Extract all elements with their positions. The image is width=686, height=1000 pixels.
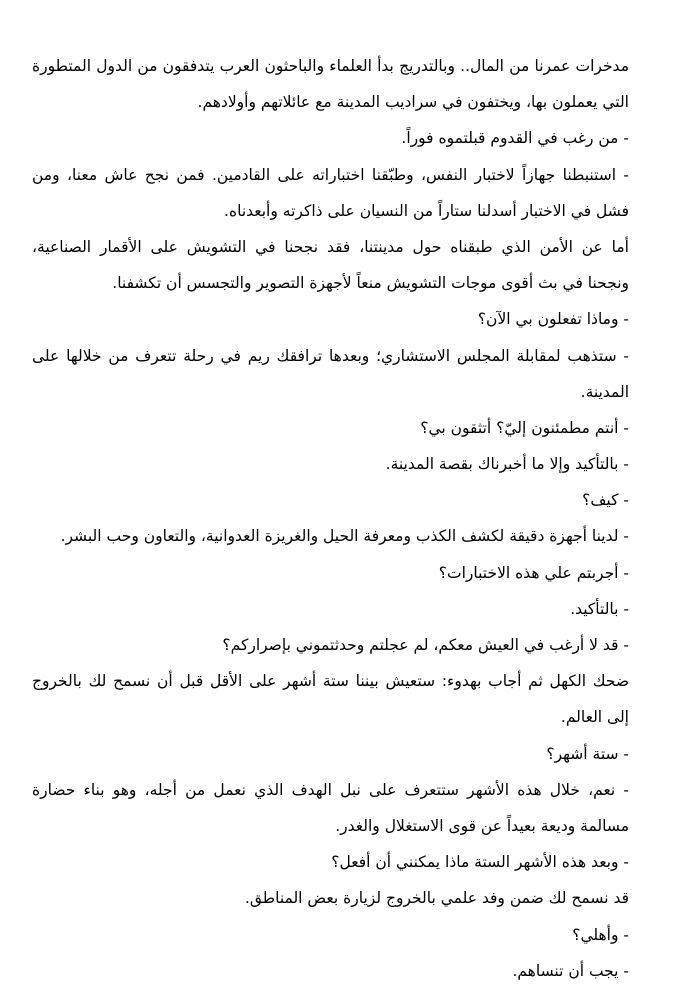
text-line: - لدينا أجهزة دقيقة لكشف الكذب ومعرفة الحيل والغريزة العدوانية، والتعاون وحب البشر. — [60, 527, 629, 546]
text-line: إلى العالم. — [560, 708, 629, 727]
text-line: مدخرات عمرنا من المال.. وبالتدريج بدأ العلماء والباحثون العرب يتدفقون من الدول المتطورة — [32, 57, 629, 75]
text-line: أما عن الأمن الذي طبقناه حول مدينتنا، فقد نجحنا في التشويش على الأقمار الصناعية، — [32, 237, 629, 256]
text-line: - وبعد هذه الأشهر الستة ماذا يمكنني أن أفعل؟ — [331, 853, 629, 872]
text-line: قد نسمح لك ضمن وفد علمي بالخروج لزيارة بعض المناطق. — [244, 889, 629, 908]
text-line: - قد لا أرغب في العيش معكم، لم عجلتم وحدثتموني بإصراركم؟ — [222, 636, 629, 654]
text-line: مسالمة وديعة بعيداً عن قوى الاستغلال والغدر. — [335, 816, 629, 835]
text-line: المدينة. — [580, 382, 629, 401]
text-line: - ستة أشهر؟ — [546, 744, 629, 763]
text-line: - بالتأكيد. — [570, 599, 629, 618]
text-line: - يجب أن تنساهم. — [512, 961, 629, 980]
text-line: - بالتأكيد وإلا ما أخبرناك بقصة المدينة. — [385, 455, 629, 474]
text-line: ضحك الكهل ثم أجاب بهدوء: ستعيش بيننا ستة أشهر على الأقل قبل أن نسمح لك بالخروج — [32, 672, 629, 691]
text-line: - وماذا تفعلون بي الآن؟ — [477, 310, 629, 329]
text-line: - وأهلي؟ — [572, 925, 629, 944]
text-line: فشل في الاختبار أسدلنا ستاراً من النسيان على ذاكرته وأبعدناه. — [224, 201, 629, 220]
text-line: ونجحنا في بث أقوى موجات التشويش منعاً لأجهزة التصوير والتجسس أن تكشفنا. — [112, 274, 629, 293]
text-line: - أجربتم علي هذه الاختبارات؟ — [438, 563, 629, 582]
text-line: - كيف؟ — [582, 491, 629, 510]
text-line: - ستذهب لمقابلة المجلس الاستشاري؛ وبعدها ترافقك ريم في رحلة تتعرف من خلالها على — [32, 346, 629, 365]
text-line: التي يعملون بها، ويختفون في سراديب المدينة مع عائلاتهم وأولادهم. — [197, 93, 629, 112]
text-line: - استنبطنا جهازاً لاختبار النفس، وطبّقنا اختباراته على القادمين. فمن نجح عاش معنا، ومن — [32, 165, 629, 184]
text-line: - من رغب في القدوم قبلتموه فوراً. — [401, 129, 629, 148]
text-line: - أنتم مطمئنون إليّ؟ أتثقون بي؟ — [420, 418, 629, 437]
text-line: - نعم، خلال هذه الأشهر ستتعرف على نبل الهدف الذي نعمل من أجله، وهو بناء حضارة — [32, 780, 629, 799]
document-page — [32, 48, 629, 989]
